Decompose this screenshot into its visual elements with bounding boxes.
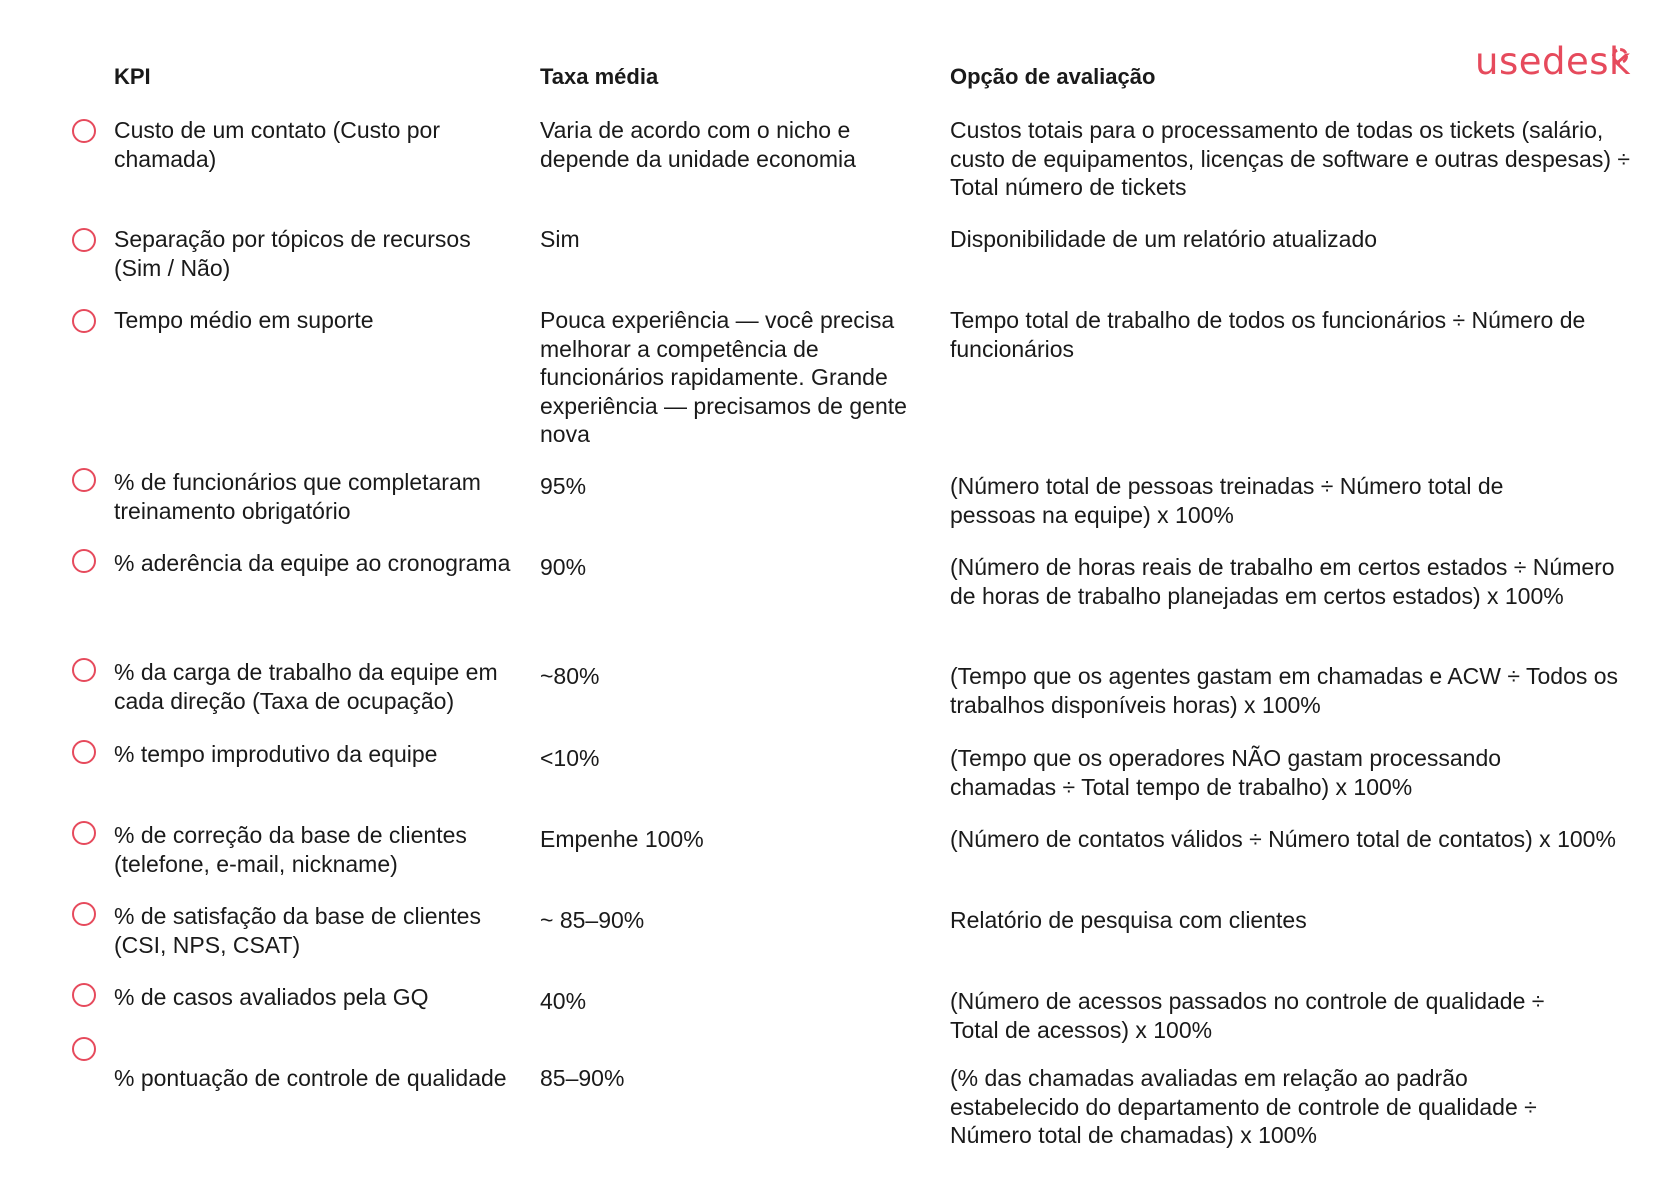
- rate-cell: 85–90%: [540, 1065, 625, 1091]
- kpi-cell: % pontuação de controle de qualidade: [114, 1065, 507, 1091]
- rate-cell: ~80%: [540, 663, 600, 689]
- rate-cell: Sim: [540, 226, 580, 252]
- rate-cell: 90%: [540, 554, 587, 580]
- evaluation-cell: Tempo total de trabalho de todos os funcionários ÷ Número de funcionários: [950, 307, 1586, 362]
- row-checkbox[interactable]: [72, 983, 96, 1007]
- evaluation-cell: Custos totais para o processamento de todas os tickets (salário, custo de equipamentos, licenças de software e outras despesas) ÷ Total número de tickets: [950, 117, 1631, 200]
- rate-cell: Empenhe 100%: [540, 826, 704, 852]
- row-checkbox[interactable]: [72, 1037, 96, 1061]
- evaluation-cell: (Número de horas reais de trabalho em certos estados ÷ Número de horas de trabalho planejadas em certos estados) x 100%: [950, 554, 1615, 609]
- header-kpi: KPI: [114, 64, 151, 89]
- logo-ring-icon: [1610, 46, 1630, 66]
- row-checkbox[interactable]: [72, 821, 96, 845]
- row-checkbox[interactable]: [72, 309, 96, 333]
- evaluation-cell: Relatório de pesquisa com clientes: [950, 907, 1307, 933]
- row-checkbox[interactable]: [72, 228, 96, 252]
- header-evaluation: Opção de avaliação: [950, 64, 1156, 89]
- kpi-cell: % de funcionários que completaram treinamento obrigatório: [114, 469, 481, 524]
- evaluation-cell: Disponibilidade de um relatório atualizado: [950, 226, 1378, 252]
- kpi-cell: % de satisfação da base de clientes (CSI, NPS, CSAT): [114, 903, 481, 958]
- row-checkbox[interactable]: [72, 902, 96, 926]
- kpi-cell: % de correção da base de clientes (telefone, e-mail, nickname): [114, 822, 467, 877]
- kpi-cell: Separação por tópicos de recursos (Sim / Não): [114, 226, 471, 281]
- evaluation-cell: (Tempo que os agentes gastam em chamadas e ACW ÷ Todos os trabalhos disponíveis horas) x 100%: [950, 663, 1619, 718]
- row-checkbox[interactable]: [72, 740, 96, 764]
- kpi-cell: % de casos avaliados pela GQ: [114, 984, 429, 1010]
- evaluation-cell: (Número total de pessoas treinadas ÷ Número total de pessoas na equipe) x 100%: [950, 473, 1504, 528]
- table-header: [0, 64, 1680, 94]
- evaluation-cell: (Tempo que os operadores NÃO gastam processando chamadas ÷ Total tempo de trabalho) x 100%: [950, 745, 1502, 800]
- evaluation-cell: (Número de acessos passados no controle de qualidade ÷ Total de acessos) x 100%: [950, 988, 1545, 1043]
- kpi-cell: Custo de um contato (Custo por chamada): [114, 117, 440, 172]
- kpi-cell: Tempo médio em suporte: [114, 307, 374, 333]
- rate-cell: Varia de acordo com o nicho e depende da unidade economia: [540, 117, 856, 172]
- evaluation-cell: (% das chamadas avaliadas em relação ao padrão estabelecido do departamento de controle de qualidade ÷ Número total de chamadas) x 100%: [950, 1065, 1537, 1148]
- header-rate: Taxa média: [540, 64, 659, 89]
- row-checkbox[interactable]: [72, 658, 96, 682]
- logo-text: usedesk: [1475, 40, 1631, 83]
- rate-cell: <10%: [540, 745, 600, 771]
- rate-cell: ~ 85–90%: [540, 907, 645, 933]
- evaluation-cell: (Número de contatos válidos ÷ Número total de contatos) x 100%: [950, 826, 1616, 852]
- row-checkbox[interactable]: [72, 549, 96, 573]
- rate-cell: 40%: [540, 988, 587, 1014]
- row-checkbox[interactable]: [72, 468, 96, 492]
- kpi-cell: % da carga de trabalho da equipe em cada direção (Taxa de ocupação): [114, 659, 498, 714]
- kpi-cell: % aderência da equipe ao cronograma: [114, 550, 511, 576]
- row-checkbox[interactable]: [72, 119, 96, 143]
- rate-cell: 95%: [540, 473, 587, 499]
- kpi-cell: % tempo improdutivo da equipe: [114, 741, 438, 767]
- rate-cell: Pouca experiência — você precisa melhorar a competência de funcionários rapidamente. Grande experiência — precisamos de gente nova: [540, 307, 907, 447]
